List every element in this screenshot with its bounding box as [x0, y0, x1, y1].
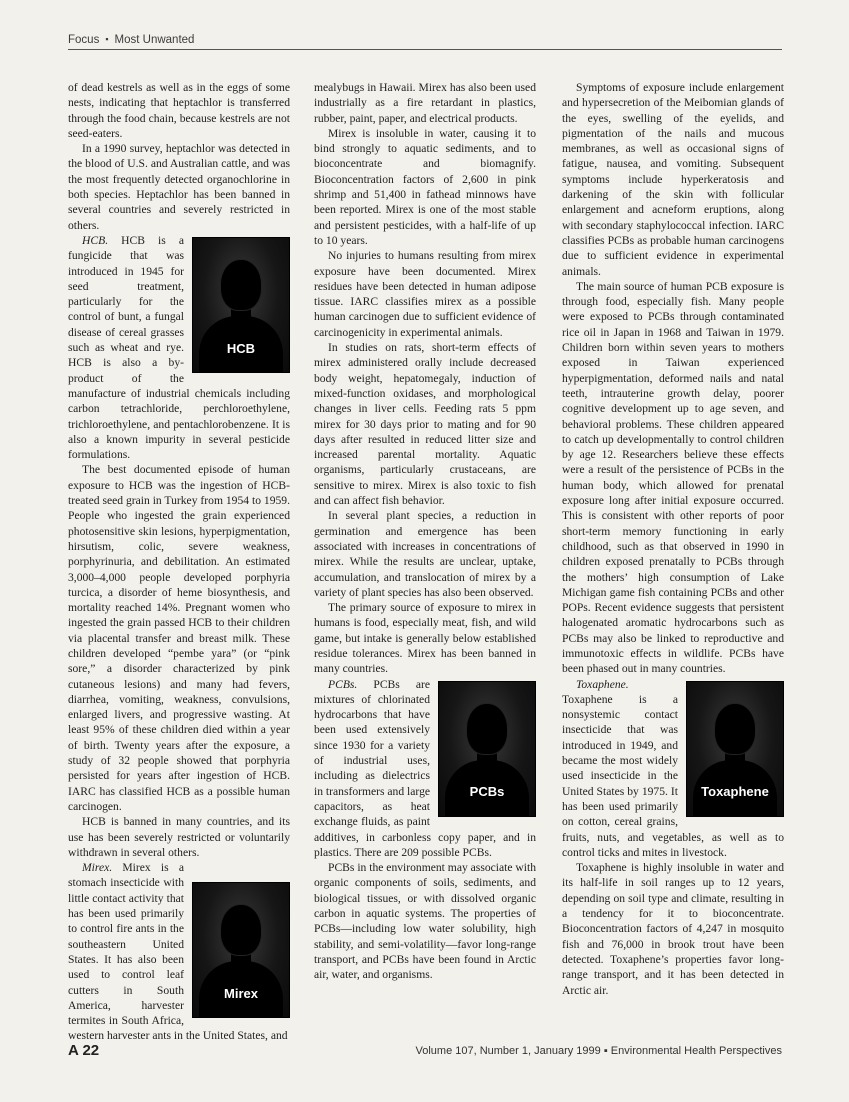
toxaphene-figure — [686, 681, 784, 817]
column-1 — [68, 80, 290, 1043]
paragraph: No injuries to humans resulting from mirex exposure have been documented. Mirex residues have been detected in human adipose tissue. IARC classifies mirex as a possible human carcinogen due to sufficient evidence of carcinogenicity in experimental animals. — [314, 249, 536, 339]
section-head: Toxaphene. — [576, 677, 629, 691]
journal-citation: Volume 107, Number 1, January 1999 ▪ Environmental Health Perspectives — [415, 1045, 782, 1057]
paragraph: The primary source of exposure to mirex in humans is food, especially meat, fish, and wild game, but intake is generally below established residue tolerances. Mirex has been banned in many countries. — [314, 601, 536, 676]
paragraph: PCBs in the environment may associate with organic components of soils, sediments, and biological tissues, or with dissolved organic carbon in aquatic systems. The properties of PCBs—including low water solubility, high stability, and semi-volatility—favor long-range transport, and PCBs have been found in Arctic air, water, and organisms. — [314, 861, 537, 982]
paragraph-text: Toxaphene is a nonsystemic contact insecticide that was introduced in 1949, and became the most widely used insecticide in the United States by 1975. It has been used primarily on cotton, cereal grains, fruits, nuts, and vegetables, as well as to control ticks and mites in livestock. — [562, 692, 784, 859]
paragraph: The best documented episode of human exposure to HCB was the ingestion of HCB-treated seed grain in Turkey from 1954 to 1959. People who ingested the grain experienced photosensitive skin lesions, hyperpigmentation, hirsutism, colic, severe weakness, porphyrinuria, and debilitation. An estimated 3,000–4,000 people developed porphyria turcica, a disorder of heme biosynthesis, and mortality reached 14%. Pregnant women who ingested the grain passed HCB to their children via placental transfer and breast milk. These children developed “pembe yara” (or “pink sore,” a disorder characterized by pink cutaneous lesions) and many had fevers, diarrhea, vomiting, weakness, convulsions, enlarged livers, and progressive wasting. At least 95% of these children died within a year of birth. Twenty years after the exposure, a study of 32 people showed that porphyria persisted for years after ingestion of HCB. IARC has classified HCB as a possible human carcinogen. — [68, 463, 290, 813]
paragraph: Toxaphene is highly insoluble in water and its half-life in soil ranges up to 12 years, depending on soil type and climate, resulting in a tendency for it to bioconcentrate. Bioconcentration factors of 4,247 in mosquito fish and 76,000 in brook trout have been detected. Toxaphene’s properties favor long-range transport, and it has been detected in Arctic air. — [562, 861, 784, 997]
figure-label: Mirex — [224, 985, 258, 1001]
paragraph: The main source of human PCB exposure is through food, especially fish. Many people were exposed to PCBs through contaminated rice oil in Japan in 1968 and Taiwan in 1979. Children born within seven years to mothers exposed in Taiwan experienced hyperpigmentation, deformed nails and natal teeth, intrauterine growth delay, poorer cognitive development up to age seven, and behavioral problems. These children appeared to catch up developmentally to control children by age 12. Researchers believe these effects were a result of the persistence of PCBs in the human body, which allowed for prenatal exposure long after initial exposure occurred. This is consistent with other reports of poor short-term memory functioning in early childhood, such as that observed in 1990 in children exposed prenatally to PCBs through the mothers’ high consumption of Lake Michigan game fish containing PCBs and other POPs. Recent evidence suggests that persistent halogenated aromatic hydrocarbons such as PCBs may also be linked to reproductive and immunotoxic effects in wildlife. PCBs have been phased out in many countries. — [562, 279, 784, 676]
header-section: Focus — [68, 34, 100, 46]
silhouette-head — [467, 704, 507, 754]
paragraph: mealybugs in Hawaii. Mirex has also been used industrially as a fire retardant in plastics, rubber, paint, paper, and electrical products. — [314, 81, 536, 125]
silhouette-head — [221, 905, 261, 955]
paragraph: Mirex is insoluble in water, causing it to bind strongly to aquatic sediments, and to bioconcentrate and biomagnify. Bioconcentration factors of 2,600 in pink shrimp and 51,400 in fathead minnows have been reported. Mirex is one of the most stable and persistent pesticides, with a half-life of up to 10 years. — [314, 126, 536, 247]
section-head: Mirex. — [82, 861, 113, 875]
silhouette-head — [715, 704, 755, 754]
paragraph-text: Mirex is a stomach insecticide with little contact activity that has been used primarily to control fire ants in the southeastern United States. It has also been used to control leaf cutters in South America, harvester termites in South Africa, western harvester ants in the United States, and — [68, 861, 288, 1043]
column-3 — [562, 80, 784, 1015]
header-title: Most Unwanted — [114, 34, 195, 46]
paragraph-text: HCB is a fungicide that was introduced in 1945 for seed treatment, particularly for the control of bunt, a fungal disease of cereal grasses such as wheat and rye. HCB is also a by-product of the manufacture of industrial chemicals including carbon tetrachloride, perchloroethylene, trichloroethylene, and pentachlorobenzene. It is also a known impurity in several pesticide formulations. — [68, 233, 290, 462]
column-2 — [314, 80, 536, 1015]
paragraph: of dead kestrels as well as in the eggs of some nests, indicating that heptachlor is transferred through the food chain, because kestrels are not seed-eaters. — [68, 81, 290, 140]
pcbs-figure — [438, 681, 536, 817]
mirex-figure — [192, 882, 290, 1018]
section-head: PCBs. — [328, 677, 358, 691]
page-footer — [68, 1044, 782, 1062]
paragraph: In studies on rats, short-term effects of mirex administered orally include decreased body weight, hepatomegaly, induction of mixed-function oxidases, and morphological changes in liver cells. Feeding rats 5 ppm mirex for 30 days prior to mating and for 90 days after resulted in reduced litter size and increased parental mortality. Aquatic organisms, particularly crustaceans, are sensitive to mirex. Mirex is also toxic to fish and can affect fish behavior. — [314, 341, 536, 508]
paragraph: In a 1990 survey, heptachlor was detected in the blood of U.S. and Australian cattle, and was the most frequently detected organochlorine in both species. Heptachlor has been banned in several countries and severely restricted in others. — [68, 142, 290, 232]
hcb-figure — [192, 237, 290, 373]
paragraph: In several plant species, a reduction in germination and emergence has been associated with increases in concentrations of mirex. While the results are unclear, uptake, accumulation, and translocation of mirex by a variety of plant species has also been observed. — [314, 509, 536, 599]
running-header — [68, 34, 782, 46]
page-number: A 22 — [68, 1042, 100, 1059]
paragraph: Symptoms of exposure include enlargement and hypersecretion of the Meibomian glands of the eyes, swelling of the eyelids, and pigmentation of the nails and mucous membranes, as well as occasional signs of fatigue, nausea, and vomiting. Subsequent symptoms include hyperkeratosis and darkening of the skin with follicular enlargement and acneform eruptions, along with secondary staphylococcal infection. IARC classifies PCBs as probable human carcinogens due to sufficient evidence in experimental animals. — [562, 81, 784, 278]
header-separator: ▪ — [105, 34, 109, 44]
header-rule — [68, 49, 782, 50]
figure-label: Toxaphene — [701, 784, 769, 800]
figure-label: PCBs — [469, 784, 505, 800]
silhouette-head — [221, 260, 261, 310]
section-head: HCB. — [82, 233, 109, 247]
paragraph: HCB is banned in many countries, and its use has been severely restricted or voluntarily withdrawn in several others. — [68, 815, 290, 859]
paragraph-text: PCBs are mixtures of chlorinated hydrocarbons that have been used extensively since 1930 for a variety of industrial uses, including as dielectrics in transformers and large capacitors, as heat exchange fluids, as paint additives, in carbonless copy paper, and in plastics. There are 209 possible PCBs. — [314, 677, 536, 859]
figure-label: HCB — [226, 340, 256, 356]
